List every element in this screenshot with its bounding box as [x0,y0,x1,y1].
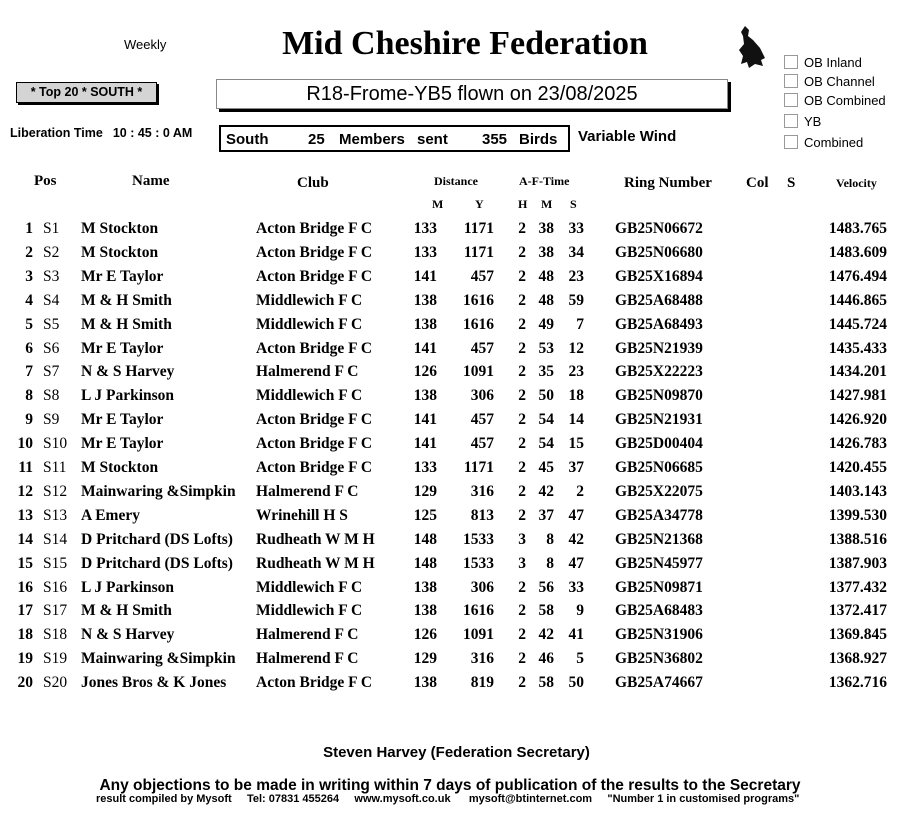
club-cell: Middlewich F C [256,291,363,309]
time-minutes-cell: 48 [538,267,554,285]
distance-miles-cell: 138 [413,291,437,309]
name-cell: N & S Harvey [81,363,175,381]
time-minutes-cell: 48 [538,291,554,309]
name-cell: D Pritchard (DS Lofts) [81,530,233,548]
col-aftime-m: M [541,197,553,211]
distance-miles-cell: 129 [413,482,437,500]
time-hours-cell: 2 [518,482,526,500]
club-cell: Rudheath W M H [256,554,375,572]
section-position-cell: S5 [43,315,60,333]
distance-yards-cell: 457 [470,411,494,429]
col-colour: Col [746,175,769,191]
distance-yards-cell: 1533 [463,530,494,548]
distance-miles-cell: 138 [413,602,437,620]
section-position-cell: S2 [43,243,60,261]
distance-yards-cell: 813 [470,506,494,524]
time-seconds-cell: 47 [568,506,584,524]
club-cell: Halmerend F C [256,363,359,381]
time-hours-cell: 2 [518,220,526,237]
position-cell: 16 [17,578,33,596]
position-cell: 11 [18,459,33,476]
club-cell: Halmerend F C [256,650,359,668]
time-hours-cell: 2 [518,315,526,333]
name-cell: Mr E Taylor [81,411,164,429]
distance-yards-cell: 306 [470,387,494,405]
wind-label: Variable Wind [578,128,677,145]
position-cell: 2 [25,243,33,261]
distance-yards-cell: 1171 [463,220,494,237]
time-minutes-cell: 46 [538,650,554,668]
ring-number-cell: GB25N09870 [615,387,703,405]
table-row [0,602,913,626]
ring-number-cell: GB25N06685 [615,459,703,476]
velocity-cell: 1445.724 [828,315,887,333]
ring-number-cell: GB25X22223 [615,363,703,381]
race-title-box: R18-Frome-YB5 flown on 23/08/2025 [216,79,728,109]
position-cell: 13 [17,506,33,524]
name-cell: Mr E Taylor [81,339,164,357]
time-minutes-cell: 45 [538,459,554,476]
option-combined[interactable]: Combined [784,135,863,150]
velocity-cell: 1435.433 [828,339,887,357]
time-seconds-cell: 41 [568,626,584,644]
table-row [0,650,913,674]
position-cell: 10 [17,435,33,453]
option-yb[interactable]: YB [784,114,821,129]
time-hours-cell: 3 [518,530,526,548]
ring-number-cell: GB25N06672 [615,220,703,237]
section-position-cell: S8 [43,387,60,405]
club-cell: Acton Bridge F C [256,243,373,261]
sent-label: sent [417,131,448,148]
top-20-badge: * Top 20 * SOUTH * [16,82,157,103]
distance-miles-cell: 148 [413,530,437,548]
section-position-cell: S11 [43,459,67,476]
club-cell: Acton Bridge F C [256,674,373,692]
ring-number-cell: GB25D00404 [615,435,703,453]
velocity-cell: 1483.765 [828,220,887,237]
section-position-cell: S6 [43,339,60,357]
table-row [0,244,913,268]
table-row [0,292,913,316]
name-cell: M & H Smith [81,315,172,333]
distance-miles-cell: 138 [413,674,437,692]
time-seconds-cell: 34 [568,243,584,261]
velocity-cell: 1399.530 [828,506,887,524]
distance-miles-cell: 138 [413,387,437,405]
option-ob-combined[interactable]: OB Combined [784,93,886,108]
velocity-cell: 1446.865 [828,291,887,309]
ring-number-cell: GB25N21368 [615,530,703,548]
club-cell: Rudheath W M H [256,530,375,548]
ring-number-cell: GB25A34778 [615,506,703,524]
club-cell: Acton Bridge F C [256,459,373,476]
ring-number-cell: GB25N21939 [615,339,703,357]
velocity-cell: 1368.927 [828,650,887,668]
position-cell: 3 [25,267,33,285]
distance-miles-cell: 126 [413,363,437,381]
section-position-cell: S18 [43,626,68,644]
option-ob-channel[interactable]: OB Channel [784,74,875,89]
ring-number-cell: GB25N09871 [615,578,703,596]
position-cell: 12 [17,482,33,500]
distance-yards-cell: 316 [470,482,494,500]
objections-notice: Any objections to be made in writing within 7 days of publication of the results to the Secretary [99,777,801,794]
table-row [0,220,913,244]
section-position-cell: S9 [43,411,60,429]
col-distance-m: M [432,197,444,211]
club-cell: Acton Bridge F C [256,435,373,453]
table-row [0,316,913,340]
velocity-cell: 1377.432 [828,578,887,596]
checkbox-icon[interactable] [784,55,798,69]
time-minutes-cell: 42 [538,626,554,644]
position-cell: 20 [17,674,33,692]
section-position-cell: S17 [43,602,68,620]
col-name: Name [132,173,170,189]
time-minutes-cell: 58 [538,674,554,692]
distance-miles-cell: 138 [413,578,437,596]
position-cell: 18 [17,626,33,644]
distance-yards-cell: 457 [470,339,494,357]
time-minutes-cell: 8 [546,530,554,548]
col-distance: Distance [434,174,478,188]
name-cell: Jones Bros & K Jones [81,674,227,692]
time-hours-cell: 2 [518,387,526,405]
compiled-by-footer: result compiled by Mysoft Tel: 07831 455264 www.mysoft.co.uk mysoft@btinternet.com "Number 1 in customised programs" [96,793,800,805]
club-cell: Acton Bridge F C [256,411,373,429]
col-sex: S [787,175,796,191]
time-hours-cell: 2 [518,650,526,668]
time-seconds-cell: 47 [568,554,584,572]
table-row [0,435,913,459]
velocity-cell: 1427.981 [828,387,887,405]
checkbox-icon[interactable] [784,135,798,149]
time-hours-cell: 2 [518,435,526,453]
section-position-cell: S4 [43,291,60,309]
birds-label: Birds [519,131,558,148]
time-hours-cell: 2 [518,626,526,644]
section-position-cell: S12 [43,482,68,500]
section-position-cell: S3 [43,267,60,285]
col-ring: Ring Number [624,175,712,191]
velocity-cell: 1388.516 [828,530,887,548]
time-seconds-cell: 23 [568,363,584,381]
velocity-cell: 1426.783 [828,435,887,453]
time-seconds-cell: 42 [568,530,584,548]
time-minutes-cell: 8 [546,554,554,572]
time-seconds-cell: 12 [568,339,584,357]
name-cell: M & H Smith [81,602,172,620]
distance-yards-cell: 306 [470,578,494,596]
members-label: Members [339,131,405,148]
option-ob-inland[interactable]: OB Inland [784,55,862,70]
table-row [0,579,913,603]
name-cell: M & H Smith [81,291,172,309]
club-cell: Middlewich F C [256,315,363,333]
table-row [0,483,913,507]
club-cell: Middlewich F C [256,602,363,620]
club-cell: Halmerend F C [256,482,359,500]
name-cell: A Emery [81,506,140,524]
distance-yards-cell: 1616 [463,315,494,333]
time-hours-cell: 2 [518,578,526,596]
name-cell: Mr E Taylor [81,267,164,285]
position-cell: 8 [25,387,33,405]
ring-number-cell: GB25X16894 [615,267,703,285]
time-hours-cell: 2 [518,243,526,261]
section-position-cell: S1 [43,220,60,237]
club-cell: Acton Bridge F C [256,339,373,357]
time-hours-cell: 2 [518,291,526,309]
position-cell: 19 [17,650,33,668]
time-minutes-cell: 58 [538,602,554,620]
name-cell: L J Parkinson [81,578,175,596]
table-row [0,363,913,387]
club-cell: Wrinehill H S [256,506,348,524]
table-row [0,411,913,435]
ring-number-cell: GB25N36802 [615,650,703,668]
table-row [0,555,913,579]
time-seconds-cell: 18 [568,387,584,405]
club-cell: Acton Bridge F C [256,267,373,285]
distance-miles-cell: 133 [413,220,437,237]
time-hours-cell: 2 [518,267,526,285]
distance-miles-cell: 133 [413,459,437,476]
time-seconds-cell: 33 [568,220,584,237]
position-cell: 14 [17,530,33,548]
name-cell: M Stockton [81,243,159,261]
table-row [0,268,913,292]
distance-yards-cell: 457 [470,267,494,285]
name-cell: Mainwaring &Simpkin [81,650,236,668]
name-cell: M Stockton [81,459,159,476]
time-minutes-cell: 49 [538,315,554,333]
name-cell: D Pritchard (DS Lofts) [81,554,233,572]
distance-miles-cell: 141 [413,339,437,357]
distance-yards-cell: 1171 [463,459,494,476]
members-count: 25 [308,131,325,148]
velocity-cell: 1362.716 [828,674,887,692]
liberation-time: Liberation Time 10 : 45 : 0 AM [10,126,193,140]
distance-miles-cell: 141 [413,435,437,453]
distance-yards-cell: 1616 [463,602,494,620]
time-minutes-cell: 42 [538,482,554,500]
ring-number-cell: GB25A74667 [615,674,703,692]
velocity-cell: 1483.609 [828,243,887,261]
position-cell: 17 [17,602,33,620]
distance-yards-cell: 457 [470,435,494,453]
section-position-cell: S15 [43,554,68,572]
table-row [0,507,913,531]
time-seconds-cell: 5 [576,650,584,668]
velocity-cell: 1420.455 [828,459,887,476]
col-velocity: Velocity [836,176,877,190]
distance-miles-cell: 148 [413,554,437,572]
distance-yards-cell: 1616 [463,291,494,309]
velocity-cell: 1369.845 [828,626,887,644]
position-cell: 15 [17,554,33,572]
ring-number-cell: GB25A68488 [615,291,703,309]
table-row [0,674,913,698]
time-minutes-cell: 54 [538,411,554,429]
time-minutes-cell: 56 [538,578,554,596]
checkbox-icon[interactable] [784,114,798,128]
position-cell: 4 [25,291,33,309]
secretary-line: Steven Harvey (Federation Secretary) [323,744,590,761]
col-aftime-s: S [570,197,577,211]
section-position-cell: S7 [43,363,60,381]
distance-yards-cell: 819 [470,674,494,692]
ring-number-cell: GB25N31906 [615,626,703,644]
club-cell: Halmerend F C [256,626,359,644]
page-title: Mid Cheshire Federation [282,25,648,62]
name-cell: N & S Harvey [81,626,175,644]
velocity-cell: 1387.903 [828,554,887,572]
time-minutes-cell: 35 [538,363,554,381]
ring-number-cell: GB25N45977 [615,554,703,572]
section-position-cell: S13 [43,506,68,524]
club-cell: Middlewich F C [256,387,363,405]
ring-number-cell: GB25A68483 [615,602,703,620]
col-pos: Pos [34,173,57,189]
pigeon-icon [735,24,767,70]
distance-yards-cell: 1091 [463,626,494,644]
distance-miles-cell: 126 [413,626,437,644]
club-cell: Acton Bridge F C [256,220,373,237]
position-cell: 1 [25,220,33,237]
section-position-cell: S14 [43,530,68,548]
time-seconds-cell: 23 [568,267,584,285]
distance-yards-cell: 1091 [463,363,494,381]
velocity-cell: 1434.201 [828,363,887,381]
col-club: Club [297,175,329,191]
position-cell: 5 [25,315,33,333]
time-hours-cell: 2 [518,363,526,381]
time-hours-cell: 2 [518,674,526,692]
table-row [0,626,913,650]
table-row [0,459,913,483]
section-summary-box [219,125,570,152]
time-seconds-cell: 2 [576,482,584,500]
section-name: South [226,131,269,148]
velocity-cell: 1476.494 [828,267,887,285]
time-seconds-cell: 50 [568,674,584,692]
birds-count: 355 [482,131,508,148]
name-cell: Mr E Taylor [81,435,164,453]
velocity-cell: 1403.143 [828,482,887,500]
ring-number-cell: GB25N21931 [615,411,703,429]
velocity-cell: 1372.417 [828,602,887,620]
time-hours-cell: 3 [518,554,526,572]
distance-yards-cell: 1171 [463,243,494,261]
distance-miles-cell: 133 [413,243,437,261]
time-minutes-cell: 38 [538,220,554,237]
col-distance-y: Y [475,197,484,211]
position-cell: 7 [25,363,33,381]
club-cell: Middlewich F C [256,578,363,596]
time-minutes-cell: 54 [538,435,554,453]
time-seconds-cell: 14 [568,411,584,429]
time-hours-cell: 2 [518,411,526,429]
distance-miles-cell: 141 [413,411,437,429]
section-position-cell: S20 [43,674,68,692]
time-hours-cell: 2 [518,506,526,524]
weekly-label: Weekly [124,37,167,52]
time-minutes-cell: 53 [538,339,554,357]
time-hours-cell: 2 [518,602,526,620]
time-minutes-cell: 50 [538,387,554,405]
ring-number-cell: GB25N06680 [615,243,703,261]
distance-yards-cell: 1533 [463,554,494,572]
checkbox-icon[interactable] [784,74,798,88]
distance-miles-cell: 125 [413,506,437,524]
time-seconds-cell: 15 [568,435,584,453]
distance-yards-cell: 316 [470,650,494,668]
checkbox-icon[interactable] [784,93,798,107]
name-cell: Mainwaring &Simpkin [81,482,236,500]
name-cell: M Stockton [81,220,159,237]
name-cell: L J Parkinson [81,387,175,405]
time-minutes-cell: 38 [538,243,554,261]
col-aftime: A-F-Time [519,174,570,188]
section-position-cell: S16 [43,578,68,596]
table-row [0,387,913,411]
distance-miles-cell: 141 [413,267,437,285]
position-cell: 6 [25,339,33,357]
section-position-cell: S19 [43,650,68,668]
time-minutes-cell: 37 [538,506,554,524]
position-cell: 9 [25,411,33,429]
table-row [0,531,913,555]
time-seconds-cell: 33 [568,578,584,596]
time-seconds-cell: 7 [576,315,584,333]
distance-miles-cell: 129 [413,650,437,668]
col-aftime-h: H [518,197,528,211]
time-seconds-cell: 9 [576,602,584,620]
time-hours-cell: 2 [518,339,526,357]
ring-number-cell: GB25X22075 [615,482,703,500]
ring-number-cell: GB25A68493 [615,315,703,333]
velocity-cell: 1426.920 [828,411,887,429]
time-seconds-cell: 59 [568,291,584,309]
time-hours-cell: 2 [518,459,526,476]
table-row [0,340,913,364]
section-position-cell: S10 [43,435,68,453]
time-seconds-cell: 37 [568,459,584,476]
distance-miles-cell: 138 [413,315,437,333]
